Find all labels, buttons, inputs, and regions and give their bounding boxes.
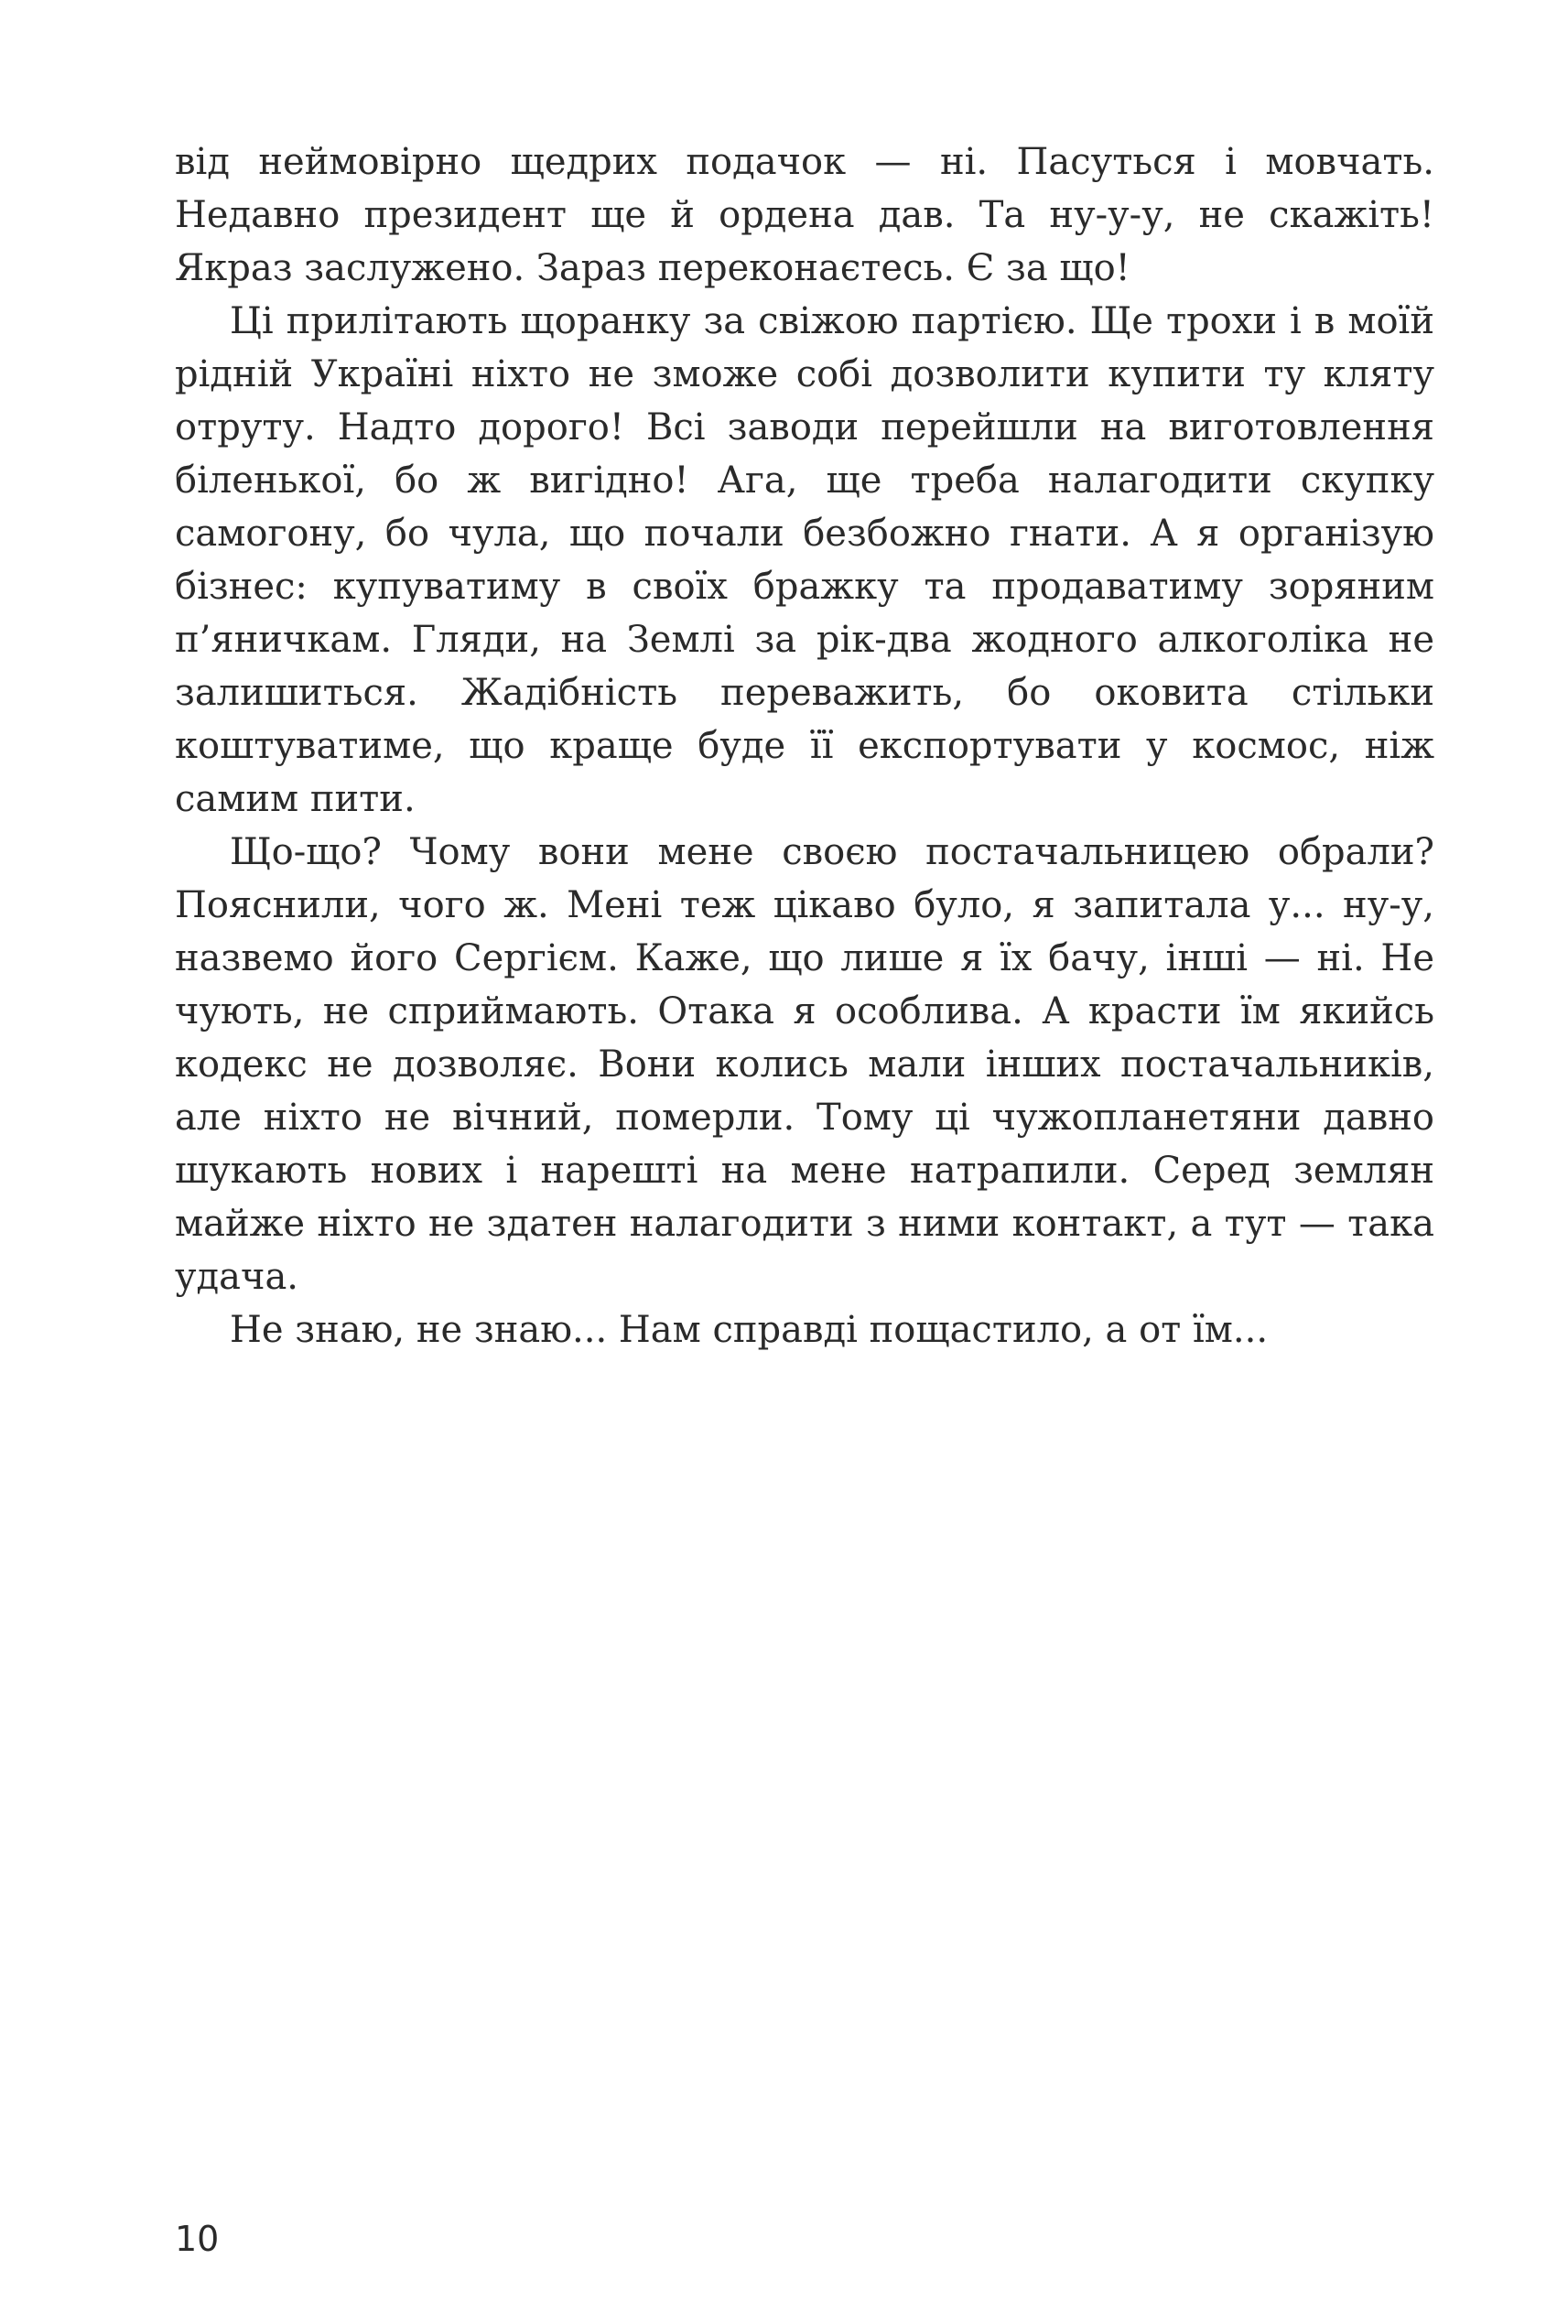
paragraph-continuation: від неймовірно щедрих подачок — ні. Пасуться і мовчать. Недавно президент ще й ордена дав. Та ну-у-у, не скажіть! Якраз заслужено. Зараз переконаєтесь. Є за що! [175, 141, 1434, 289]
page-number: 10 [175, 2219, 220, 2259]
paragraph-closing: Не знаю, не знаю... Нам справді пощастило, а от їм... [230, 1309, 1269, 1351]
body-text [175, 135, 1434, 1357]
paragraph-supply: Ці прилітають щоранку за свіжою партією. Ще трохи і в моїй рідній Україні ніхто не зможе собі дозволити купити ту кляту отруту. Надто дорого! Всі заводи перейшли на виготовлення біленької, бо ж вигідно! Ага, ще треба налагодити скупку самогону, бо чула, що почали безбожно гнати. А я організую бізнес: купуватиму в своїх бражку та продаватиму зоряним п’яничкам. Гляди, на Землі за рік-два жодного алкоголіка не залишиться. Жадібність переважить, бо оковита стільки коштуватиме, що краще буде її експортувати у космос, ніж самим пити. [175, 300, 1434, 820]
paragraph-why-me: Що-що? Чому вони мене своєю постачальницею обрали? Пояснили, чого ж. Мені теж цікаво було, я запитала у... ну-у, назвемо його Сергієм. Каже, що лише я їх бачу, інші — ні. Не чують, не сприймають. Отака я особлива. А красти їм якийсь кодекс не дозволяє. Вони колись мали інших постачальників, але ніхто не вічний, померли. Тому ці чужопланетяни давно шукають нових і нарешті на мене натрапили. Серед землян майже ніхто не здатен налагодити з ними контакт, а тут — така удача. [175, 831, 1434, 1298]
